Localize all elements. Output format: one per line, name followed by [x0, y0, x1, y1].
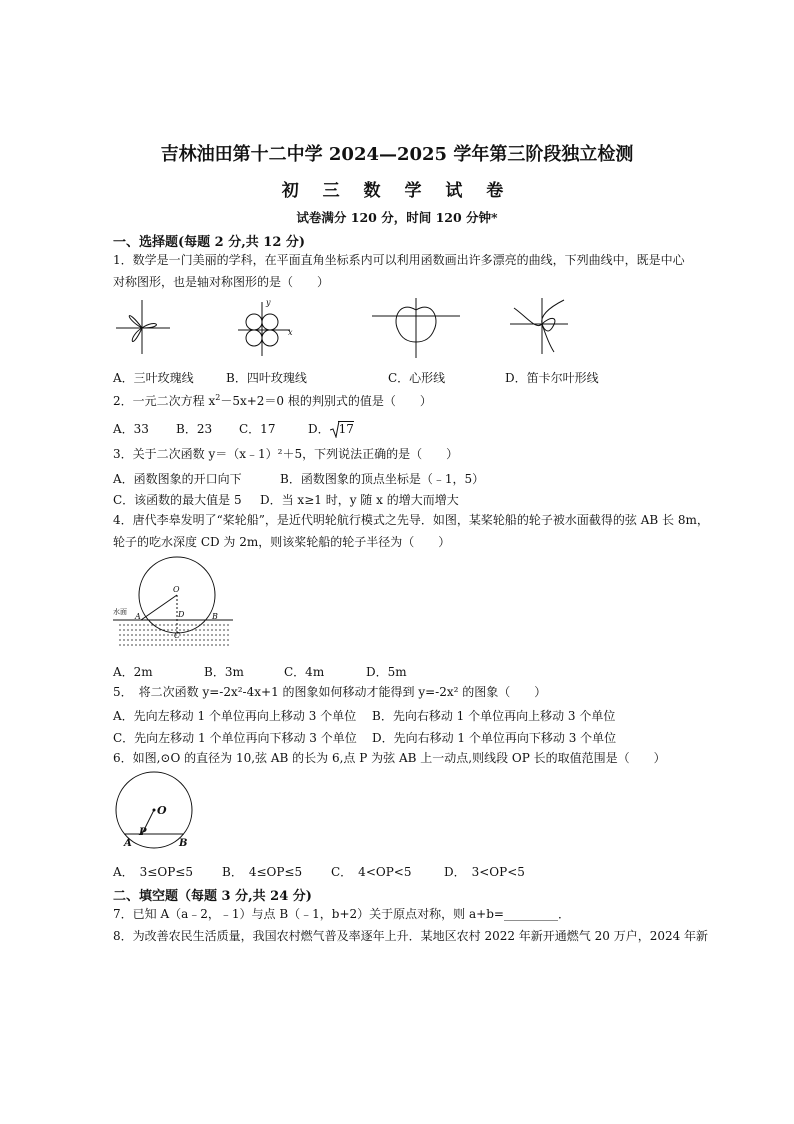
section-fill-title: 二、填空题（每题 3 分,共 24 分)	[113, 889, 312, 904]
q3-option-c[interactable]: C．该函数的最大值是 5	[113, 493, 242, 507]
q2-stem-part1: 2．一元二次方程 x	[113, 394, 216, 408]
q4-option-b[interactable]: B．3m	[204, 665, 244, 679]
q4-option-a[interactable]: A．2m	[113, 665, 153, 679]
q2-option-d[interactable]	[308, 420, 354, 437]
q1-axis-x-label: x	[288, 328, 293, 337]
q4-option-c[interactable]: C．4m	[284, 665, 325, 679]
q1-figure-d-folium	[506, 296, 570, 356]
q2-option-b[interactable]: B．23	[176, 422, 213, 436]
q2-option-a[interactable]: A．33	[113, 422, 149, 436]
q4-figure-paddle-wheel	[113, 555, 233, 655]
q2-option-c[interactable]: C．17	[239, 422, 276, 436]
q6-fig-label-o: O	[157, 804, 167, 817]
q5-option-d[interactable]: D．先向右移动 1 个单位再向下移动 3 个单位	[372, 731, 617, 745]
q7-stem: 7．已知 A（a﹣2，﹣1）与点 B（﹣1，b+2）关于原点对称，则 a+b=_________．	[113, 907, 570, 921]
q1-axis-y-label: y	[266, 298, 271, 307]
q6-option-b[interactable]: B． 4≤OP≤5	[222, 865, 303, 879]
exam-info: 试卷满分 120 分，时间 120 分钟*	[296, 210, 498, 225]
q4-option-d[interactable]: D．5m	[366, 665, 407, 679]
q6-fig-label-b: B	[179, 838, 188, 849]
q1-option-a[interactable]: A．三叶玫瑰线	[113, 371, 194, 385]
q1-option-b[interactable]: B．四叶玫瑰线	[226, 371, 307, 385]
section-choice-title: 一、选择题(每题 2 分,共 12 分)	[113, 235, 306, 250]
q1-line1: 1．数学是一门美丽的学科，在平面直角坐标系内可以利用函数画出许多漂亮的曲线，下列曲线中，既是中心	[113, 253, 685, 267]
q2-stem-exponent: 2	[215, 393, 221, 402]
q3-stem: 3．关于二次函数 y＝（x﹣1）²＋5，下列说法正确的是（ ）	[113, 447, 459, 461]
q5-option-c[interactable]: C．先向左移动 1 个单位再向下移动 3 个单位	[113, 731, 357, 745]
q6-option-c[interactable]: C． 4<OP<5	[331, 865, 412, 879]
q6-fig-label-a: A	[124, 838, 132, 849]
q2-option-d-radicand: 17	[338, 422, 354, 436]
sqrt-sign-icon	[330, 422, 354, 436]
q4-fig-label-o: O	[173, 585, 180, 594]
q5-option-a[interactable]: A．先向左移动 1 个单位再向上移动 3 个单位	[113, 709, 357, 723]
q6-fig-label-p: P	[139, 827, 147, 838]
q5-stem: 5． 将二次函数 y=-2x²-4x+1 的图象如何移动才能得到 y=-2x² 的图象（ ）	[113, 685, 547, 699]
q4-fig-label-b: B	[212, 612, 218, 621]
q1-option-d[interactable]: D．笛卡尔叶形线	[505, 371, 599, 385]
q2-option-d-label: D．	[308, 422, 330, 436]
q4-fig-label-d: D	[178, 610, 185, 619]
q3-option-a[interactable]: A．函数图象的开口向下	[113, 472, 242, 486]
q4-line2: 轮子的吃水深度 CD 为 2m，则该桨轮船的轮子半径为（ ）	[113, 535, 451, 549]
exam-title: 吉林油田第十二中学 2024—2025 学年第三阶段独立检测	[160, 144, 634, 165]
q1-option-c[interactable]: C．心形线	[388, 371, 446, 385]
q4-fig-label-a: A	[135, 612, 141, 621]
q8-stem: 8．为改善农民生活质量，我国农村燃气普及率逐年上升．某地区农村 2022 年新开通燃气 20 万户，2024 年新	[113, 929, 709, 943]
q3-option-b[interactable]: B．函数图象的顶点坐标是（﹣1，5）	[280, 472, 485, 486]
q6-option-d[interactable]: D． 3<OP<5	[444, 865, 525, 879]
q1-figure-a-three-leaf-rose	[112, 296, 174, 358]
q2-stem-part2: －5x+2＝0 根的判别式的值是（ ）	[220, 394, 432, 408]
q3-option-d[interactable]: D．当 x≥1 时，y 随 x 的增大而增大	[260, 493, 459, 507]
q1-line2: 对称图形，也是轴对称图形的是（ ）	[113, 275, 330, 289]
q4-fig-label-c: C	[174, 631, 181, 640]
q5-option-b[interactable]: B．先向右移动 1 个单位再向上移动 3 个单位	[372, 709, 616, 723]
q4-line1: 4．唐代李皋发明了“桨轮船”，是近代明轮航行模式之先导．如图，某桨轮船的轮子被水面截得的弦 AB 长 8m，	[113, 513, 709, 527]
q6-stem: 6．如图,⊙O 的直径为 10,弦 AB 的长为 6,点 P 为弦 AB 上一动点,则线段 OP 长的取值范围是（ ）	[113, 751, 666, 765]
q2-stem	[113, 390, 432, 409]
q6-option-a[interactable]: A． 3≤OP≤5	[113, 865, 193, 879]
q1-figure-c-cardioid	[370, 296, 462, 360]
q4-fig-water-label: 水面	[113, 608, 127, 616]
q1-figure-b-four-leaf-rose	[236, 300, 296, 358]
exam-subtitle: 初 三 数 学 试 卷	[281, 181, 513, 201]
